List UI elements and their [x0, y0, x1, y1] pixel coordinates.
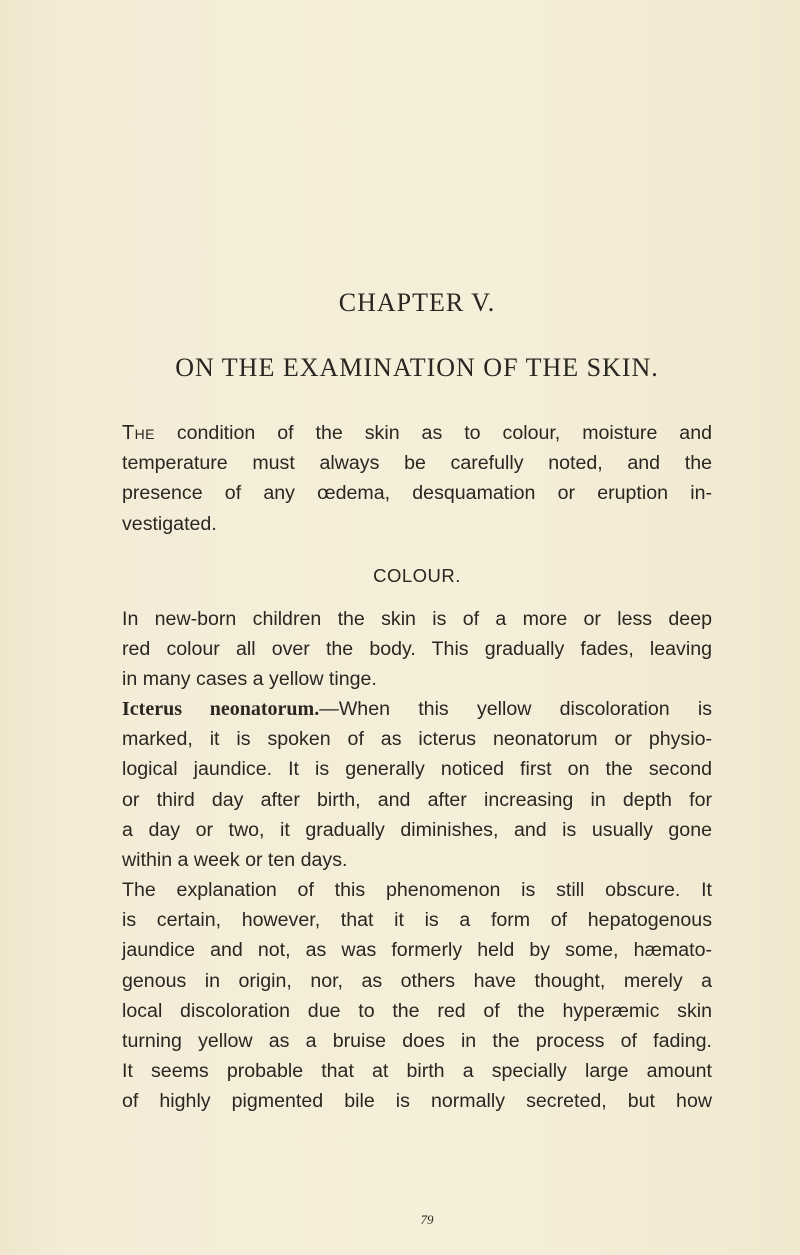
explanation-line: local discoloration due to the red of the hyperæmic skin: [122, 999, 712, 1022]
icterus-line: within a week or ten days.: [122, 849, 348, 872]
newborn-line: in many cases a yellow tinge.: [122, 668, 377, 691]
chapter-heading: CHAPTER V.: [338, 288, 496, 317]
newborn-paragraph: [122, 604, 712, 695]
intro-paragraph: [122, 418, 712, 539]
icterus-line: —When this yellow discoloration is: [319, 698, 712, 720]
explanation-line: genous in origin, nor, as others have thought, merely a: [122, 969, 712, 992]
icterus-line: or third day after birth, and after increasing in depth for: [122, 788, 712, 811]
newborn-line: red colour all over the body. This gradually fades, leaving: [122, 638, 712, 661]
explanation-line: The explanation of this phenomenon is still obscure. It: [122, 879, 712, 901]
icterus-term: Icterus neonatorum.: [122, 698, 320, 720]
intro-line: presence of any œdema, desquamation or eruption in-: [122, 482, 712, 505]
explanation-line: turning yellow as a bruise does in the process of fading.: [122, 1030, 712, 1053]
explanation-line: It seems probable that at birth a specially large amount: [122, 1060, 712, 1083]
explanation-line: of highly pigmented bile is normally secreted, but how: [122, 1090, 712, 1113]
icterus-line: marked, it is spoken of as icterus neonatorum or physio-: [122, 728, 712, 751]
intro-line: vestigated.: [122, 512, 217, 535]
intro-line: temperature must always be carefully noted, and the: [122, 452, 712, 475]
explanation-line: is certain, however, that it is a form of hepatogenous: [122, 909, 712, 932]
icterus-line: logical jaundice. It is generally noticed first on the second: [122, 758, 712, 781]
chapter-title: ON THE EXAMINATION OF THE SKIN.: [175, 353, 659, 382]
newborn-line: In new-born children the skin is of a more or less deep: [122, 608, 712, 630]
icterus-line: a day or two, it gradually diminishes, and is usually gone: [122, 818, 712, 841]
icterus-paragraph: [122, 694, 712, 875]
explanation-line: jaundice and not, as was formerly held by some, hæmato-: [122, 939, 712, 962]
explanation-paragraph: [122, 875, 712, 1117]
section-heading: COLOUR.: [373, 565, 461, 586]
page-number: 79: [420, 1212, 434, 1227]
intro-line: condition of the skin as to colour, moisture and: [154, 422, 712, 444]
intro-lead-word: The: [122, 422, 155, 444]
